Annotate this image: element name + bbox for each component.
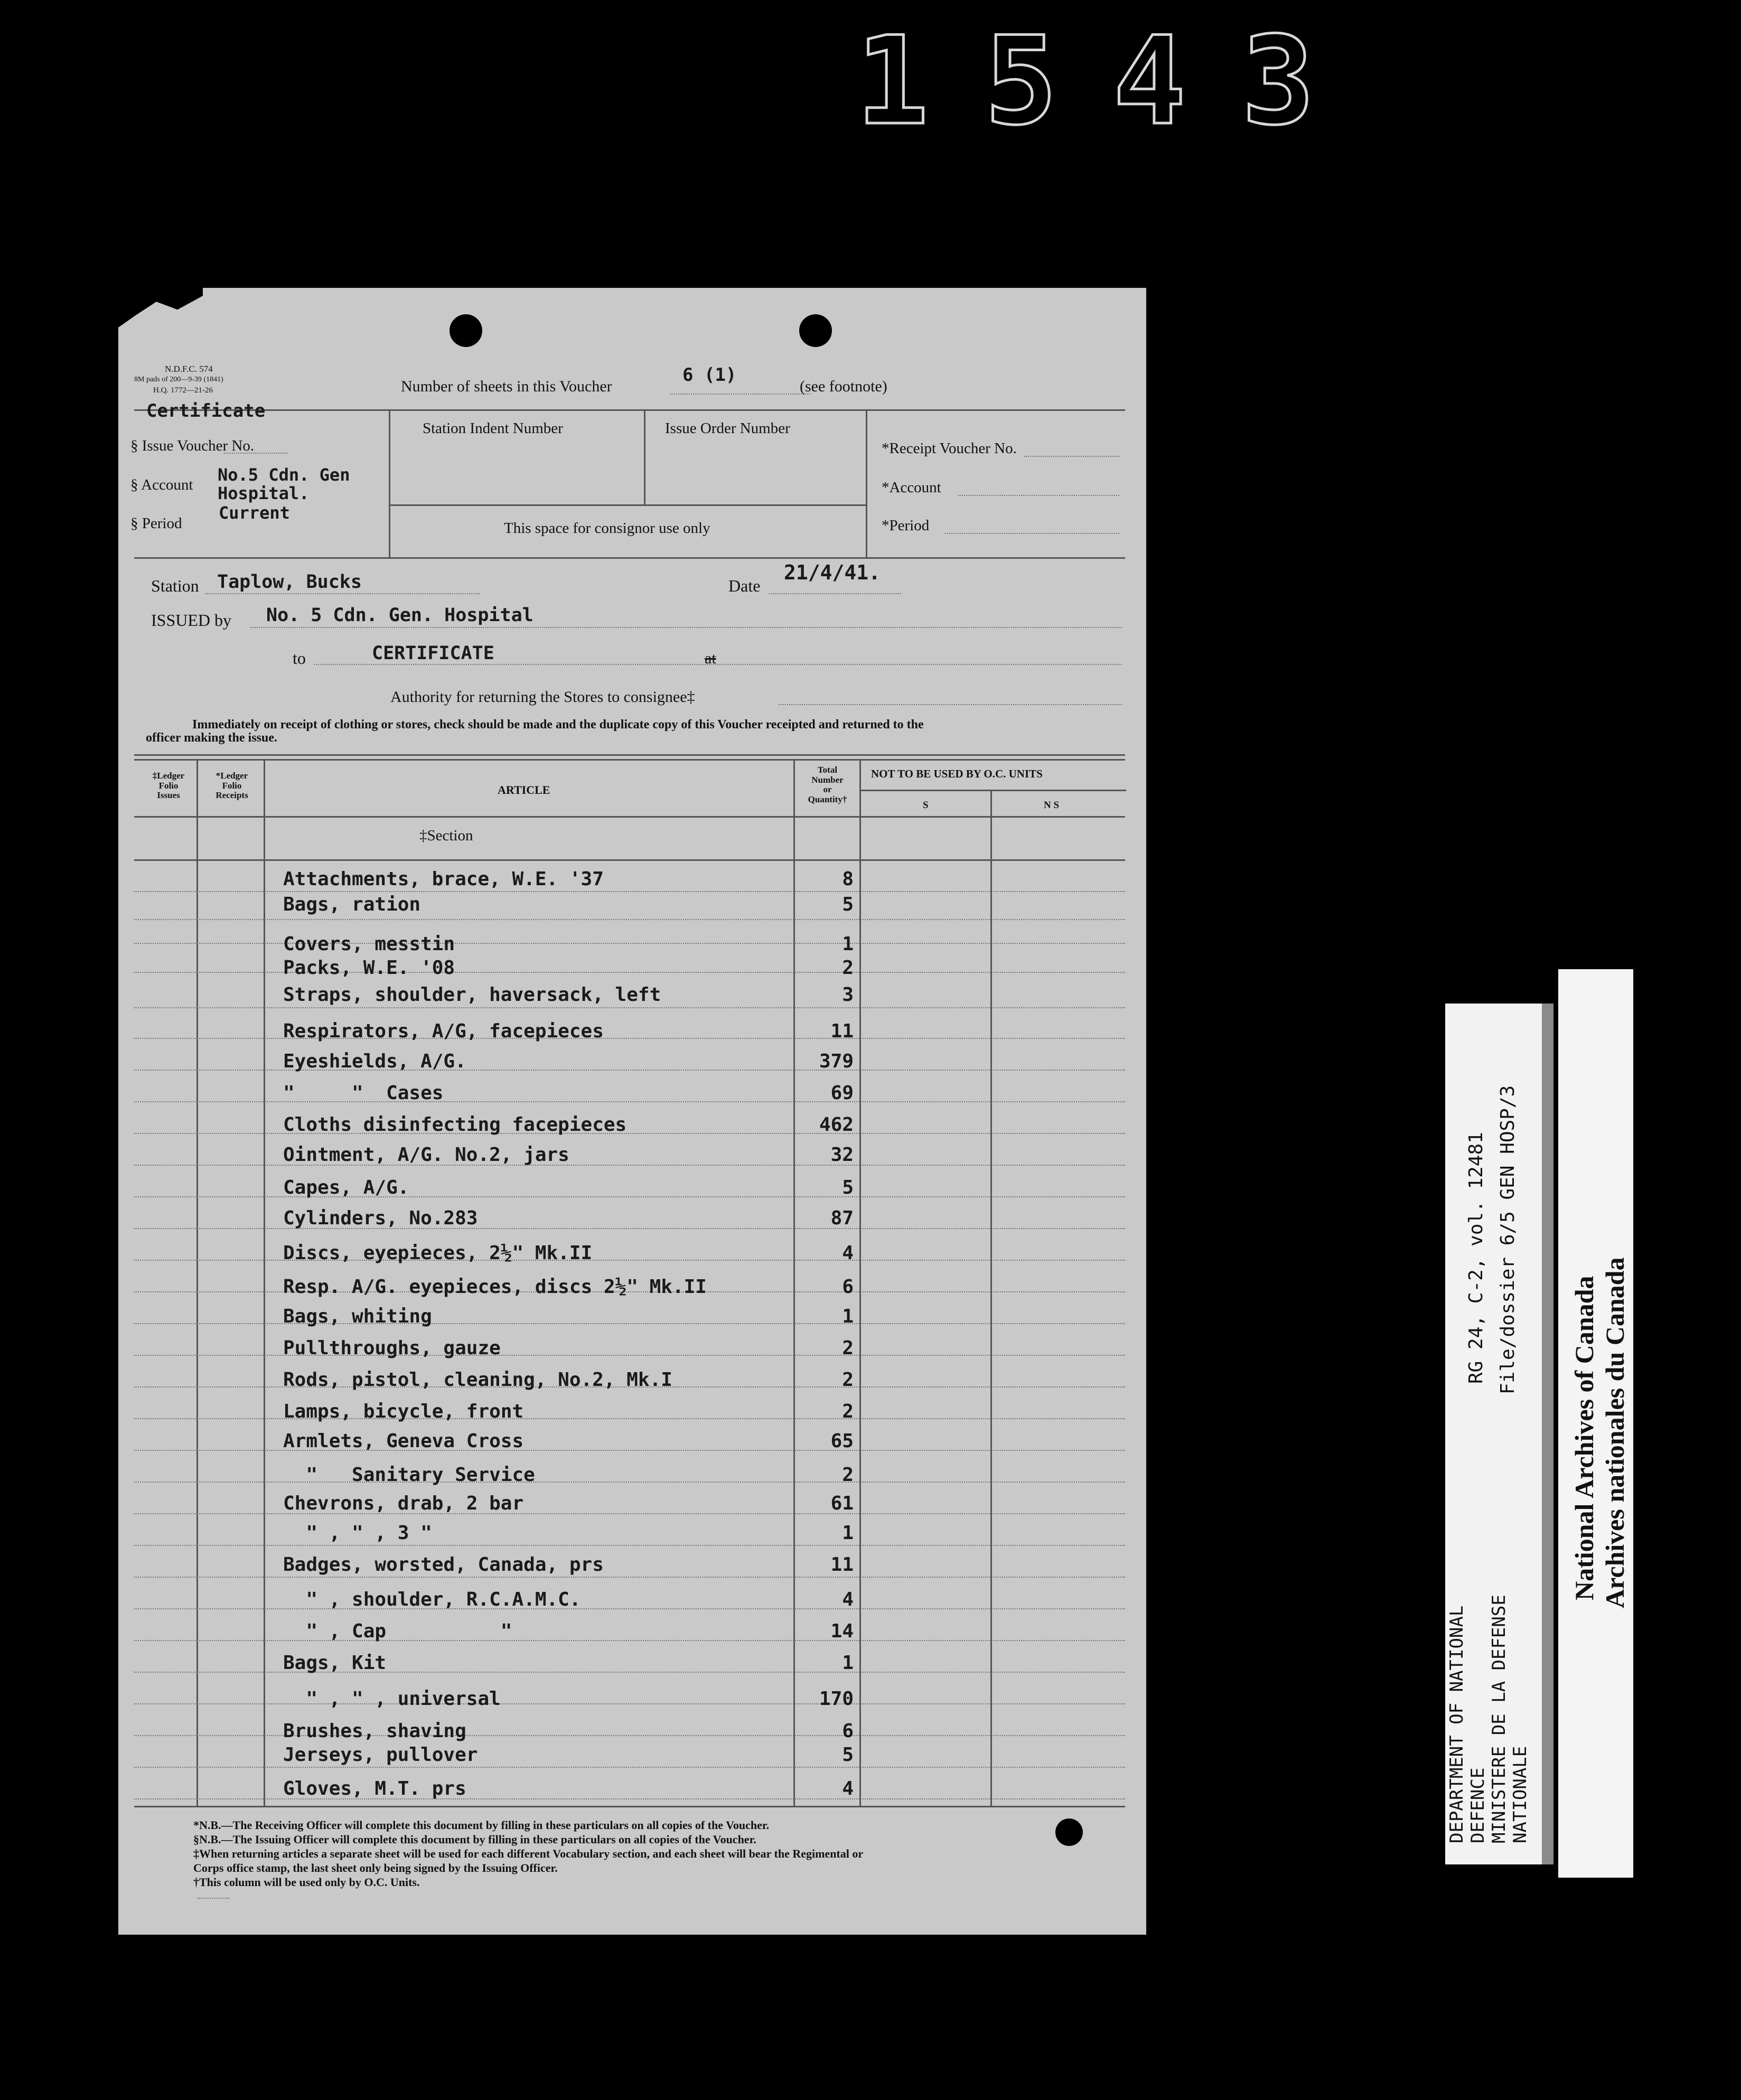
item-article: " " Cases: [283, 1082, 444, 1104]
issued-by-value: No. 5 Cdn. Gen. Hospital: [266, 605, 533, 626]
form-code: 8M pads of 200—9-39 (1841): [134, 376, 223, 383]
item-article: Bags, whiting: [283, 1306, 432, 1327]
punch-hole: [799, 314, 832, 347]
item-quantity: 5: [842, 894, 854, 915]
col-ledger-issues: ‡Ledger Folio Issues: [152, 771, 185, 801]
item-article: " , shoulder, R.C.A.M.C.: [283, 1589, 581, 1610]
item-article: Cloths disinfecting facepieces: [283, 1114, 627, 1136]
stamp-digit: 4: [1112, 11, 1192, 152]
nac-name-fr: Archives nationales du Canada: [1600, 1257, 1630, 1608]
issue-order-label: Issue Order Number: [665, 420, 790, 437]
nac-name-en: National Archives of Canada: [1569, 1276, 1599, 1600]
item-quantity: 87: [830, 1207, 854, 1229]
footnote: †This column will be used only by O.C. Units.: [193, 1876, 420, 1889]
station-value: Taplow, Bucks: [217, 571, 362, 593]
instruction-text: Immediately on receipt of clothing or stores, check should be made and the duplicate copy of this Voucher receipted and returned to the: [192, 718, 924, 732]
item-article: Respirators, A/G, facepieces: [283, 1020, 604, 1042]
col-ledger-receipts: *Ledger Folio Receipts: [216, 771, 248, 801]
date-value: 21/4/41.: [784, 561, 881, 584]
item-quantity: 2: [842, 957, 854, 979]
item-article: " , Cap ": [283, 1620, 512, 1642]
item-article: " Sanitary Service: [283, 1464, 535, 1486]
receipt-account-label: *Account: [882, 479, 941, 496]
form-code: H.Q. 1772—21-26: [153, 386, 213, 395]
period-value: Current: [219, 503, 290, 523]
stamped-number: [856, 11, 1320, 152]
archive-ref: File/dossier 6/5 GEN HOSP/3: [1497, 1085, 1519, 1394]
item-quantity: 379: [819, 1051, 854, 1072]
authority-label: Authority for returning the Stores to consignee‡: [390, 688, 695, 706]
col-ns: N S: [1044, 800, 1060, 811]
item-quantity: 11: [830, 1554, 854, 1576]
item-quantity: 14: [830, 1620, 854, 1642]
item-article: Brushes, shaving: [283, 1720, 466, 1742]
national-archives-label: [1558, 969, 1633, 1878]
item-article: Attachments, brace, W.E. '37: [283, 868, 604, 890]
archive-dept: MINISTERE DE LA DEFENSE: [1489, 1595, 1510, 1843]
item-article: Covers, messtin: [283, 933, 455, 955]
at-label: at: [705, 650, 716, 667]
item-quantity: 462: [819, 1114, 854, 1136]
to-value: CERTIFICATE: [372, 643, 494, 664]
punch-hole: [450, 314, 482, 347]
col-total: Total Number or Quantity†: [808, 765, 847, 805]
item-article: Lamps, bicycle, front: [283, 1401, 524, 1422]
item-quantity: 2: [842, 1369, 854, 1391]
item-quantity: 65: [830, 1430, 854, 1452]
item-article: Jerseys, pullover: [283, 1744, 478, 1766]
stamp-digit: 1: [856, 11, 934, 152]
archive-reference-label: [1445, 1004, 1553, 1864]
item-quantity: 69: [830, 1082, 854, 1104]
archive-dept: NATIONALE: [1510, 1746, 1531, 1843]
footnote: §N.B.—The Issuing Officer will complete this document by filling in these particulars on all copies of the Voucher.: [193, 1833, 756, 1846]
item-quantity: 170: [819, 1688, 854, 1710]
item-quantity: 1: [842, 1522, 854, 1544]
item-article: " , " , universal: [283, 1688, 501, 1710]
instruction-text: officer making the issue.: [146, 731, 277, 745]
col-not-used: NOT TO BE USED BY O.C. UNITS: [871, 767, 1043, 780]
item-quantity: 1: [842, 1652, 854, 1674]
account-value: Hospital.: [218, 483, 310, 503]
item-quantity: 4: [842, 1242, 854, 1264]
item-quantity: 5: [842, 1177, 854, 1198]
receipt-period-label: *Period: [882, 517, 930, 534]
torn-corner: [118, 288, 203, 327]
voucher-form: [118, 288, 1146, 1935]
item-quantity: 2: [842, 1464, 854, 1486]
item-quantity: 8: [842, 868, 854, 890]
item-article: Ointment, A/G. No.2, jars: [283, 1144, 569, 1166]
item-article: Armlets, Geneva Cross: [283, 1430, 524, 1452]
item-article: Rods, pistol, cleaning, No.2, Mk.I: [283, 1369, 672, 1391]
item-quantity: 32: [830, 1144, 854, 1166]
footnote: *N.B.—The Receiving Officer will complete this document by filling in these particulars on all copies of the Voucher.: [193, 1818, 770, 1832]
date-label: Date: [728, 576, 761, 595]
item-quantity: 61: [830, 1493, 854, 1514]
issue-voucher-label: § Issue Voucher No.: [130, 437, 255, 454]
sheets-value: 6 (1): [682, 364, 737, 386]
consignor-note: This space for consignor use only: [504, 520, 710, 537]
stamp-digit: 3: [1241, 11, 1320, 152]
item-quantity: 6: [842, 1276, 854, 1298]
sheets-label: Number of sheets in this Voucher: [401, 378, 612, 395]
item-article: Capes, A/G.: [283, 1177, 409, 1198]
issued-by-label: ISSUED by: [151, 611, 232, 630]
col-s: S: [923, 800, 929, 811]
item-article: Bags, ration: [283, 894, 421, 915]
section-label: ‡Section: [419, 827, 473, 844]
item-article: Bags, Kit: [283, 1652, 387, 1674]
account-value: No.5 Cdn. Gen: [218, 465, 350, 485]
to-label: to: [293, 649, 306, 668]
item-quantity: 6: [842, 1720, 854, 1742]
item-quantity: 1: [842, 1306, 854, 1327]
item-article: Cylinders, No.283: [283, 1207, 478, 1229]
item-article: Eyeshields, A/G.: [283, 1051, 466, 1072]
sheets-footnote: (see footnote): [800, 378, 887, 395]
archive-dept: DEFENCE: [1467, 1767, 1489, 1843]
item-article: " , " , 3 ": [283, 1522, 432, 1544]
account-label: § Account: [130, 476, 193, 493]
item-quantity: 2: [842, 1401, 854, 1422]
certificate-stamp: Certificate: [146, 400, 266, 421]
station-label: Station: [151, 576, 199, 595]
punch-hole: [1055, 1818, 1083, 1846]
item-quantity: 11: [830, 1020, 854, 1042]
receipt-voucher-label: *Receipt Voucher No.: [882, 440, 1017, 457]
footnote: Corps office stamp, the last sheet only being signed by the Issuing Officer.: [193, 1861, 558, 1874]
archive-ref: RG 24, C-2, vol. 12481: [1465, 1132, 1487, 1384]
item-article: Chevrons, drab, 2 bar: [283, 1493, 524, 1514]
item-article: Packs, W.E. '08: [283, 957, 455, 979]
item-quantity: 4: [842, 1589, 854, 1610]
col-article: ARTICLE: [498, 783, 550, 796]
footnote: ‡When returning articles a separate sheet will be used for each different Vocabulary section, and each sheet will bear the Regimental or: [193, 1847, 864, 1860]
form-code: N.D.F.C. 574: [165, 364, 213, 374]
item-article: Straps, shoulder, haversack, left: [283, 984, 661, 1006]
item-quantity: 5: [842, 1744, 854, 1766]
archive-dept: DEPARTMENT OF NATIONAL: [1446, 1605, 1467, 1843]
station-indent-label: Station Indent Number: [423, 420, 563, 437]
item-article: Badges, worsted, Canada, prs: [283, 1554, 604, 1576]
item-article: Resp. A/G. eyepieces, discs 2½" Mk.II: [283, 1276, 707, 1298]
stamp-digit: 5: [984, 11, 1063, 152]
period-label: § Period: [130, 515, 182, 532]
item-quantity: 4: [842, 1778, 854, 1799]
item-article: Pullthroughs, gauze: [283, 1337, 501, 1359]
item-article: Discs, eyepieces, 2½" Mk.II: [283, 1242, 593, 1264]
item-quantity: 2: [842, 1337, 854, 1359]
item-quantity: 1: [842, 933, 854, 955]
item-quantity: 3: [842, 984, 854, 1006]
item-article: Gloves, M.T. prs: [283, 1778, 466, 1799]
